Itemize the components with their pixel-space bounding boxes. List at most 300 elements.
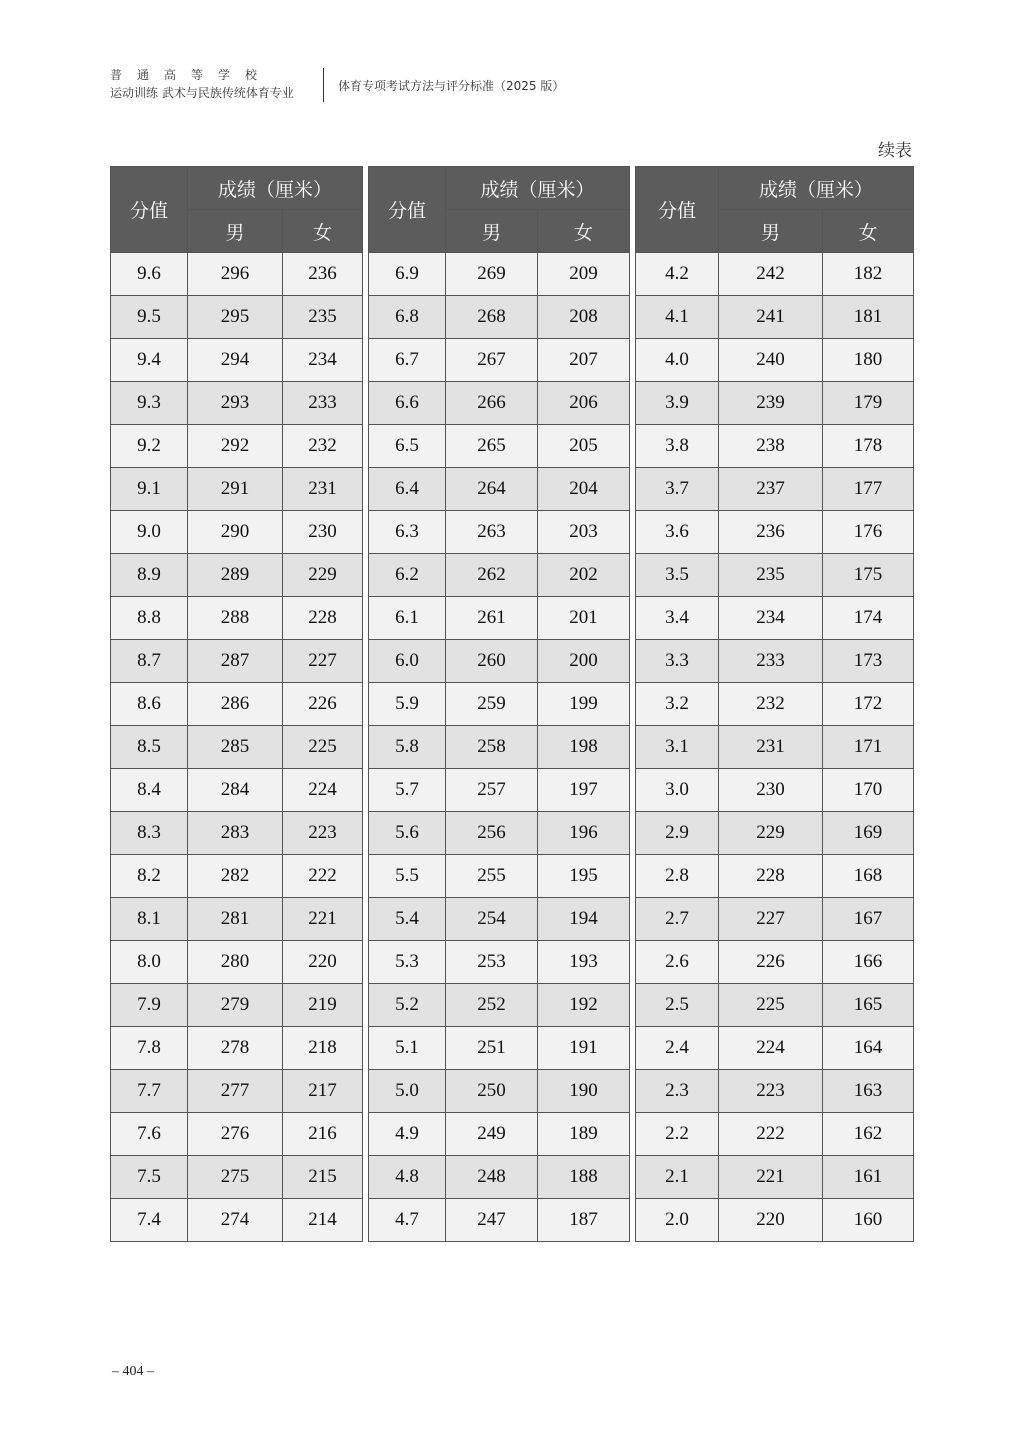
table-row	[636, 812, 914, 855]
male-cell: 233	[719, 640, 823, 683]
male-cell: 276	[188, 1113, 283, 1156]
male-cell: 242	[719, 253, 823, 296]
female-cell: 223	[283, 812, 363, 855]
female-cell: 192	[538, 984, 630, 1027]
male-cell: 221	[719, 1156, 823, 1199]
score-cell: 9.6	[111, 253, 188, 296]
female-cell: 235	[283, 296, 363, 339]
male-cell: 266	[446, 382, 538, 425]
female-cell: 207	[538, 339, 630, 382]
male-cell: 285	[188, 726, 283, 769]
score-cell: 8.6	[111, 683, 188, 726]
female-cell: 188	[538, 1156, 630, 1199]
table-row	[369, 296, 630, 339]
table-row	[111, 769, 363, 812]
table-row	[636, 425, 914, 468]
male-cell: 230	[719, 769, 823, 812]
male-cell: 235	[719, 554, 823, 597]
table-row	[111, 855, 363, 898]
male-cell: 264	[446, 468, 538, 511]
female-cell: 167	[823, 898, 914, 941]
score-cell: 9.0	[111, 511, 188, 554]
score-cell: 7.7	[111, 1070, 188, 1113]
male-cell: 257	[446, 769, 538, 812]
table-row	[111, 1027, 363, 1070]
table-row	[111, 382, 363, 425]
male-header: 男	[719, 210, 823, 253]
score-cell: 9.2	[111, 425, 188, 468]
male-cell: 238	[719, 425, 823, 468]
table-row	[369, 640, 630, 683]
table-row	[636, 296, 914, 339]
table-row	[111, 1156, 363, 1199]
female-cell: 189	[538, 1113, 630, 1156]
female-cell: 191	[538, 1027, 630, 1070]
male-cell: 232	[719, 683, 823, 726]
score-cell: 6.2	[369, 554, 446, 597]
female-cell: 217	[283, 1070, 363, 1113]
male-cell: 289	[188, 554, 283, 597]
female-cell: 220	[283, 941, 363, 984]
female-cell: 193	[538, 941, 630, 984]
score-cell: 6.8	[369, 296, 446, 339]
male-cell: 228	[719, 855, 823, 898]
female-cell: 171	[823, 726, 914, 769]
score-cell: 6.5	[369, 425, 446, 468]
female-cell: 187	[538, 1199, 630, 1242]
female-cell: 215	[283, 1156, 363, 1199]
male-cell: 226	[719, 941, 823, 984]
score-cell: 8.9	[111, 554, 188, 597]
female-cell: 234	[283, 339, 363, 382]
table-row	[636, 683, 914, 726]
female-cell: 195	[538, 855, 630, 898]
score-cell: 5.5	[369, 855, 446, 898]
score-cell: 9.5	[111, 296, 188, 339]
table-row	[369, 726, 630, 769]
male-cell: 290	[188, 511, 283, 554]
female-cell: 174	[823, 597, 914, 640]
male-cell: 292	[188, 425, 283, 468]
female-cell: 230	[283, 511, 363, 554]
table-row	[369, 683, 630, 726]
table-row	[636, 1199, 914, 1242]
score-header: 分值	[369, 167, 446, 253]
header-left-block	[110, 66, 315, 102]
female-cell: 200	[538, 640, 630, 683]
score-cell: 5.4	[369, 898, 446, 941]
male-cell: 229	[719, 812, 823, 855]
male-cell: 286	[188, 683, 283, 726]
table-row	[369, 1070, 630, 1113]
male-cell: 220	[719, 1199, 823, 1242]
table-row	[636, 1027, 914, 1070]
table-row	[636, 1070, 914, 1113]
score-cell: 6.1	[369, 597, 446, 640]
table-row	[369, 253, 630, 296]
female-cell: 166	[823, 941, 914, 984]
table-row	[369, 425, 630, 468]
table-row	[111, 253, 363, 296]
score-cell: 9.1	[111, 468, 188, 511]
score-cell: 3.3	[636, 640, 719, 683]
score-cell: 8.8	[111, 597, 188, 640]
score-cell: 5.7	[369, 769, 446, 812]
table-row	[636, 339, 914, 382]
female-cell: 205	[538, 425, 630, 468]
score-cell: 2.3	[636, 1070, 719, 1113]
female-cell: 203	[538, 511, 630, 554]
female-cell: 229	[283, 554, 363, 597]
female-cell: 214	[283, 1199, 363, 1242]
score-cell: 6.3	[369, 511, 446, 554]
female-cell: 190	[538, 1070, 630, 1113]
table-row	[369, 511, 630, 554]
table-row	[369, 339, 630, 382]
female-cell: 201	[538, 597, 630, 640]
score-cell: 6.9	[369, 253, 446, 296]
male-cell: 254	[446, 898, 538, 941]
table-row	[111, 726, 363, 769]
male-cell: 293	[188, 382, 283, 425]
score-cell: 4.7	[369, 1199, 446, 1242]
female-cell: 206	[538, 382, 630, 425]
table-body	[111, 253, 363, 1242]
male-cell: 259	[446, 683, 538, 726]
table-row	[111, 941, 363, 984]
table-row	[369, 1156, 630, 1199]
score-header: 分值	[111, 167, 188, 253]
female-cell: 176	[823, 511, 914, 554]
score-cell: 5.8	[369, 726, 446, 769]
female-cell: 160	[823, 1199, 914, 1242]
male-cell: 224	[719, 1027, 823, 1070]
table-row	[111, 984, 363, 1027]
page-number: – 404 –	[112, 1364, 154, 1379]
female-cell: 199	[538, 683, 630, 726]
score-cell: 3.1	[636, 726, 719, 769]
score-cell: 3.2	[636, 683, 719, 726]
female-cell: 194	[538, 898, 630, 941]
male-cell: 248	[446, 1156, 538, 1199]
female-cell: 209	[538, 253, 630, 296]
male-cell: 252	[446, 984, 538, 1027]
female-cell: 208	[538, 296, 630, 339]
table-row	[111, 339, 363, 382]
female-cell: 225	[283, 726, 363, 769]
female-cell: 178	[823, 425, 914, 468]
table-row	[111, 898, 363, 941]
male-cell: 261	[446, 597, 538, 640]
female-cell: 232	[283, 425, 363, 468]
male-cell: 287	[188, 640, 283, 683]
female-cell: 224	[283, 769, 363, 812]
table-row	[111, 425, 363, 468]
score-cell: 8.7	[111, 640, 188, 683]
score-cell: 3.6	[636, 511, 719, 554]
score-cell: 2.2	[636, 1113, 719, 1156]
female-cell: 177	[823, 468, 914, 511]
male-cell: 251	[446, 1027, 538, 1070]
female-cell: 162	[823, 1113, 914, 1156]
male-cell: 260	[446, 640, 538, 683]
male-cell: 225	[719, 984, 823, 1027]
table-row	[369, 382, 630, 425]
female-cell: 226	[283, 683, 363, 726]
table-row	[111, 554, 363, 597]
table-row	[111, 597, 363, 640]
table-row	[369, 554, 630, 597]
male-cell: 278	[188, 1027, 283, 1070]
table-row	[636, 941, 914, 984]
female-header: 女	[538, 210, 630, 253]
table-row	[111, 640, 363, 683]
male-cell: 253	[446, 941, 538, 984]
male-cell: 275	[188, 1156, 283, 1199]
score-cell: 9.3	[111, 382, 188, 425]
score-cell: 5.1	[369, 1027, 446, 1070]
male-cell: 255	[446, 855, 538, 898]
female-cell: 197	[538, 769, 630, 812]
score-cell: 8.3	[111, 812, 188, 855]
male-cell: 296	[188, 253, 283, 296]
score-cell: 7.4	[111, 1199, 188, 1242]
female-cell: 163	[823, 1070, 914, 1113]
score-cell: 2.9	[636, 812, 719, 855]
score-cell: 6.7	[369, 339, 446, 382]
table-row	[369, 898, 630, 941]
female-cell: 170	[823, 769, 914, 812]
table-row	[636, 640, 914, 683]
score-cell: 7.6	[111, 1113, 188, 1156]
male-cell: 291	[188, 468, 283, 511]
score-cell: 3.9	[636, 382, 719, 425]
score-table-3	[635, 166, 914, 1242]
score-cell: 5.9	[369, 683, 446, 726]
score-cell: 6.6	[369, 382, 446, 425]
result-header: 成绩（厘米）	[446, 167, 630, 210]
table-row	[369, 941, 630, 984]
male-cell: 222	[719, 1113, 823, 1156]
male-cell: 239	[719, 382, 823, 425]
female-cell: 169	[823, 812, 914, 855]
table-row	[369, 597, 630, 640]
table-row	[111, 1113, 363, 1156]
score-cell: 2.7	[636, 898, 719, 941]
score-cell: 4.0	[636, 339, 719, 382]
male-header: 男	[446, 210, 538, 253]
male-cell: 227	[719, 898, 823, 941]
male-cell: 263	[446, 511, 538, 554]
female-cell: 231	[283, 468, 363, 511]
score-cell: 7.5	[111, 1156, 188, 1199]
male-cell: 237	[719, 468, 823, 511]
table-row	[369, 1027, 630, 1070]
score-cell: 8.2	[111, 855, 188, 898]
table-row	[636, 984, 914, 1027]
score-cell: 7.9	[111, 984, 188, 1027]
table-row	[369, 1199, 630, 1242]
table-row	[369, 769, 630, 812]
male-cell: 240	[719, 339, 823, 382]
header-major: 运动训练 武术与民族传统体育专业	[110, 86, 294, 100]
female-cell: 202	[538, 554, 630, 597]
score-cell: 9.4	[111, 339, 188, 382]
score-cell: 8.5	[111, 726, 188, 769]
table-row	[369, 468, 630, 511]
female-cell: 221	[283, 898, 363, 941]
score-cell: 8.4	[111, 769, 188, 812]
table-row	[636, 468, 914, 511]
female-cell: 165	[823, 984, 914, 1027]
header-school: 普通高等学校	[110, 68, 273, 82]
male-cell: 284	[188, 769, 283, 812]
female-cell: 173	[823, 640, 914, 683]
male-cell: 269	[446, 253, 538, 296]
male-cell: 268	[446, 296, 538, 339]
female-cell: 172	[823, 683, 914, 726]
table-row	[636, 554, 914, 597]
score-cell: 8.1	[111, 898, 188, 941]
female-cell: 236	[283, 253, 363, 296]
female-cell: 227	[283, 640, 363, 683]
score-cell: 6.0	[369, 640, 446, 683]
score-cell: 5.2	[369, 984, 446, 1027]
female-cell: 198	[538, 726, 630, 769]
score-cell: 5.0	[369, 1070, 446, 1113]
table-body	[636, 253, 914, 1242]
female-cell: 180	[823, 339, 914, 382]
score-header: 分值	[636, 167, 719, 253]
female-cell: 204	[538, 468, 630, 511]
male-cell: 295	[188, 296, 283, 339]
table-row	[636, 769, 914, 812]
header-book-title: 体育专项考试方法与评分标准（2025 版）	[338, 79, 565, 93]
table-row	[111, 296, 363, 339]
score-cell: 2.4	[636, 1027, 719, 1070]
male-cell: 267	[446, 339, 538, 382]
score-cell: 3.4	[636, 597, 719, 640]
male-cell: 256	[446, 812, 538, 855]
male-cell: 294	[188, 339, 283, 382]
table-row	[111, 511, 363, 554]
female-header: 女	[823, 210, 914, 253]
table-row	[636, 855, 914, 898]
score-cell: 7.8	[111, 1027, 188, 1070]
table-row	[369, 812, 630, 855]
score-cell: 3.7	[636, 468, 719, 511]
score-cell: 6.4	[369, 468, 446, 511]
male-cell: 223	[719, 1070, 823, 1113]
score-cell: 2.1	[636, 1156, 719, 1199]
table-row	[636, 382, 914, 425]
table-row	[111, 812, 363, 855]
score-cell: 4.1	[636, 296, 719, 339]
male-cell: 283	[188, 812, 283, 855]
female-cell: 233	[283, 382, 363, 425]
score-cell: 2.8	[636, 855, 719, 898]
male-cell: 281	[188, 898, 283, 941]
table-row	[111, 683, 363, 726]
table-row	[369, 1113, 630, 1156]
female-cell: 216	[283, 1113, 363, 1156]
male-header: 男	[188, 210, 283, 253]
male-cell: 279	[188, 984, 283, 1027]
table-row	[111, 1199, 363, 1242]
male-cell: 280	[188, 941, 283, 984]
score-cell: 2.5	[636, 984, 719, 1027]
female-cell: 222	[283, 855, 363, 898]
score-cell: 3.0	[636, 769, 719, 812]
score-cell: 2.6	[636, 941, 719, 984]
female-header: 女	[283, 210, 363, 253]
table-row	[111, 468, 363, 511]
score-cell: 5.6	[369, 812, 446, 855]
female-cell: 196	[538, 812, 630, 855]
score-cell: 4.9	[369, 1113, 446, 1156]
table-body	[369, 253, 630, 1242]
female-cell: 181	[823, 296, 914, 339]
score-cell: 3.5	[636, 554, 719, 597]
female-cell: 182	[823, 253, 914, 296]
table-row	[369, 984, 630, 1027]
male-cell: 247	[446, 1199, 538, 1242]
female-cell: 219	[283, 984, 363, 1027]
result-header: 成绩（厘米）	[719, 167, 914, 210]
female-cell: 164	[823, 1027, 914, 1070]
score-cell: 4.8	[369, 1156, 446, 1199]
result-header: 成绩（厘米）	[188, 167, 363, 210]
male-cell: 265	[446, 425, 538, 468]
male-cell: 250	[446, 1070, 538, 1113]
table-row	[636, 1156, 914, 1199]
table-row	[636, 726, 914, 769]
table-row	[111, 1070, 363, 1113]
score-table-2	[368, 166, 630, 1242]
male-cell: 288	[188, 597, 283, 640]
male-cell: 262	[446, 554, 538, 597]
score-cell: 5.3	[369, 941, 446, 984]
female-cell: 179	[823, 382, 914, 425]
continued-label: 续表	[878, 141, 912, 161]
score-cell: 2.0	[636, 1199, 719, 1242]
male-cell: 236	[719, 511, 823, 554]
header-divider	[323, 68, 324, 102]
male-cell: 234	[719, 597, 823, 640]
female-cell: 161	[823, 1156, 914, 1199]
male-cell: 258	[446, 726, 538, 769]
female-cell: 218	[283, 1027, 363, 1070]
table-row	[636, 511, 914, 554]
male-cell: 277	[188, 1070, 283, 1113]
score-cell: 4.2	[636, 253, 719, 296]
score-table-1	[110, 166, 363, 1242]
score-cell: 3.8	[636, 425, 719, 468]
male-cell: 231	[719, 726, 823, 769]
table-row	[636, 253, 914, 296]
score-cell: 8.0	[111, 941, 188, 984]
table-row	[636, 597, 914, 640]
male-cell: 249	[446, 1113, 538, 1156]
male-cell: 241	[719, 296, 823, 339]
table-row	[636, 1113, 914, 1156]
female-cell: 168	[823, 855, 914, 898]
male-cell: 282	[188, 855, 283, 898]
table-row	[636, 898, 914, 941]
female-cell: 228	[283, 597, 363, 640]
female-cell: 175	[823, 554, 914, 597]
male-cell: 274	[188, 1199, 283, 1242]
